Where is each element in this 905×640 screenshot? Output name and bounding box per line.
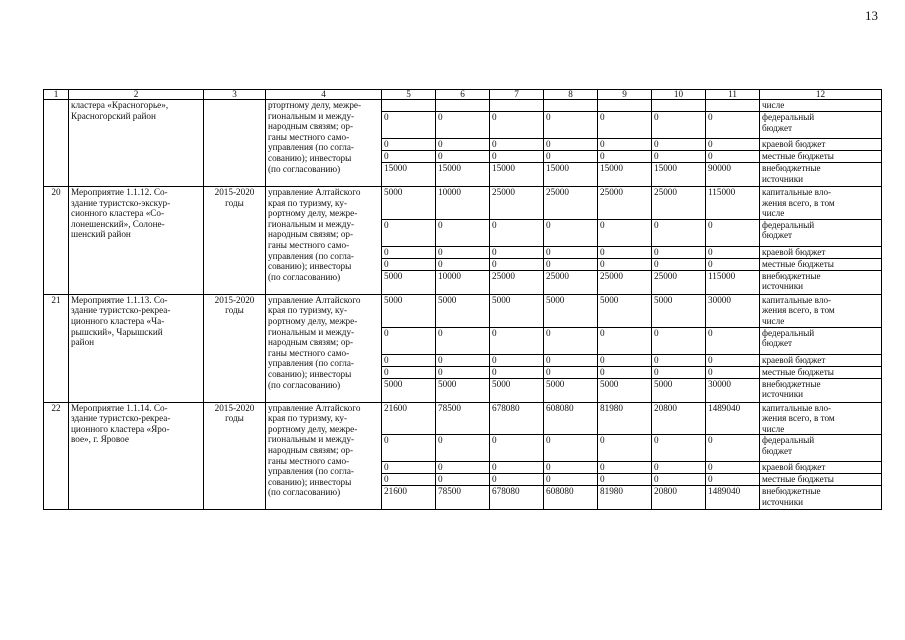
value-cell: 21600 xyxy=(382,486,436,510)
funding-source: краевой бюджет xyxy=(760,462,882,474)
value-cell: 1489040 xyxy=(706,402,760,435)
value-cell: 0 xyxy=(652,474,706,486)
header-cell: 6 xyxy=(436,90,490,100)
value-cell: 0 xyxy=(706,462,760,474)
value-cell: 5000 xyxy=(490,378,544,402)
value-cell: 0 xyxy=(490,139,544,151)
header-cell: 8 xyxy=(544,90,598,100)
activity-name: Мероприятие 1.1.14. Со- здание туристско-рекреа- ционного кластера «Яро- вое», г. Яровое xyxy=(69,402,204,510)
value-cell: 0 xyxy=(490,219,544,246)
funding-source: внебюджетные источники xyxy=(760,163,882,187)
implementation-years: 2015-2020 годы xyxy=(204,294,266,402)
value-cell: 15000 xyxy=(490,163,544,187)
value-cell: 15000 xyxy=(652,163,706,187)
value-cell: 0 xyxy=(490,151,544,163)
value-cell: 0 xyxy=(544,151,598,163)
value-cell: 0 xyxy=(652,151,706,163)
value-cell: 0 xyxy=(382,151,436,163)
value-cell: 0 xyxy=(490,474,544,486)
value-cell: 5000 xyxy=(382,378,436,402)
funding-source: федеральный бюджет xyxy=(760,435,882,462)
executor: управление Алтайского края по туризму, ку- рортному делу, межре- гиональным и между- народным связям; ор- ганы местного само- управления (по согла- сованию); инвесторы (по согласованию) xyxy=(266,187,382,295)
value-cell: 10000 xyxy=(436,270,490,294)
value-cell: 25000 xyxy=(544,187,598,220)
value-cell: 0 xyxy=(436,354,490,366)
value-cell: 0 xyxy=(652,366,706,378)
value-cell: 0 xyxy=(382,139,436,151)
value-cell: 0 xyxy=(382,327,436,354)
value-cell: 25000 xyxy=(490,270,544,294)
value-cell: 25000 xyxy=(544,270,598,294)
value-cell: 678080 xyxy=(490,402,544,435)
value-cell: 0 xyxy=(706,474,760,486)
value-cell: 0 xyxy=(382,474,436,486)
header-cell: 9 xyxy=(598,90,652,100)
value-cell: 5000 xyxy=(652,294,706,327)
value-cell: 21600 xyxy=(382,402,436,435)
value-cell: 15000 xyxy=(544,163,598,187)
value-cell: 0 xyxy=(652,219,706,246)
value-cell: 90000 xyxy=(706,163,760,187)
implementation-years xyxy=(204,100,266,187)
value-cell xyxy=(382,100,436,112)
header-cell: 11 xyxy=(706,90,760,100)
activity-name: кластера «Красногорье», Красногорский район xyxy=(69,100,204,187)
value-cell xyxy=(436,100,490,112)
value-cell: 10000 xyxy=(436,187,490,220)
value-cell: 30000 xyxy=(706,378,760,402)
value-cell: 25000 xyxy=(598,187,652,220)
funding-source: краевой бюджет xyxy=(760,139,882,151)
value-cell: 15000 xyxy=(436,163,490,187)
funding-source: местные бюджеты xyxy=(760,151,882,163)
table-row xyxy=(44,100,882,112)
funding-source: капитальные вло- жения всего, в том числе xyxy=(760,402,882,435)
value-cell: 0 xyxy=(652,112,706,139)
value-cell: 0 xyxy=(382,112,436,139)
value-cell: 0 xyxy=(652,354,706,366)
value-cell: 5000 xyxy=(544,294,598,327)
value-cell: 0 xyxy=(382,354,436,366)
value-cell: 15000 xyxy=(598,163,652,187)
value-cell: 5000 xyxy=(382,294,436,327)
value-cell: 0 xyxy=(436,258,490,270)
header-row xyxy=(44,90,882,100)
header-cell: 2 xyxy=(69,90,204,100)
value-cell: 0 xyxy=(598,327,652,354)
value-cell: 0 xyxy=(544,112,598,139)
value-cell: 0 xyxy=(544,366,598,378)
header-cell: 4 xyxy=(266,90,382,100)
table-row xyxy=(44,402,882,435)
value-cell: 0 xyxy=(490,327,544,354)
value-cell: 15000 xyxy=(382,163,436,187)
value-cell: 0 xyxy=(598,112,652,139)
activity-name: Мероприятие 1.1.12. Со- здание туристско-экскур- сионного кластера «Со- лонешенский», Солоне- шенский район xyxy=(69,187,204,295)
header-cell: 10 xyxy=(652,90,706,100)
value-cell xyxy=(598,100,652,112)
value-cell: 0 xyxy=(490,435,544,462)
executor: управление Алтайского края по туризму, ку- рортному делу, межре- гиональным и между- народным связям; ор- ганы местного само- управления (по согла- сованию); инвесторы (по согласованию) xyxy=(266,294,382,402)
value-cell: 678080 xyxy=(490,486,544,510)
program-table xyxy=(43,89,882,510)
funding-source: числе xyxy=(760,100,882,112)
value-cell: 0 xyxy=(652,246,706,258)
value-cell: 0 xyxy=(436,151,490,163)
value-cell: 0 xyxy=(490,354,544,366)
row-number: 22 xyxy=(44,402,69,510)
value-cell: 81980 xyxy=(598,486,652,510)
value-cell: 25000 xyxy=(652,187,706,220)
value-cell: 0 xyxy=(544,258,598,270)
value-cell: 5000 xyxy=(652,378,706,402)
value-cell: 0 xyxy=(706,327,760,354)
value-cell: 608080 xyxy=(544,486,598,510)
value-cell xyxy=(544,100,598,112)
value-cell: 115000 xyxy=(706,187,760,220)
funding-source: федеральный бюджет xyxy=(760,219,882,246)
value-cell: 0 xyxy=(382,246,436,258)
value-cell: 0 xyxy=(598,151,652,163)
funding-source: местные бюджеты xyxy=(760,366,882,378)
funding-source: местные бюджеты xyxy=(760,258,882,270)
executor: управление Алтайского края по туризму, ку- рортному делу, межре- гиональным и между- народным связям; ор- ганы местного само- управления (по согла- сованию); инвесторы (по согласованию) xyxy=(266,402,382,510)
value-cell: 0 xyxy=(706,151,760,163)
value-cell: 0 xyxy=(544,327,598,354)
value-cell: 20800 xyxy=(652,402,706,435)
value-cell: 0 xyxy=(652,139,706,151)
implementation-years: 2015-2020 годы xyxy=(204,187,266,295)
value-cell: 0 xyxy=(490,112,544,139)
value-cell: 0 xyxy=(652,462,706,474)
value-cell: 20800 xyxy=(652,486,706,510)
value-cell: 30000 xyxy=(706,294,760,327)
value-cell: 115000 xyxy=(706,270,760,294)
funding-source: местные бюджеты xyxy=(760,474,882,486)
value-cell: 0 xyxy=(382,462,436,474)
value-cell: 0 xyxy=(436,219,490,246)
value-cell: 0 xyxy=(598,474,652,486)
value-cell: 5000 xyxy=(382,187,436,220)
row-number: 20 xyxy=(44,187,69,295)
value-cell: 0 xyxy=(436,246,490,258)
implementation-years: 2015-2020 годы xyxy=(204,402,266,510)
value-cell: 0 xyxy=(598,258,652,270)
value-cell: 0 xyxy=(706,246,760,258)
value-cell: 5000 xyxy=(490,294,544,327)
value-cell: 0 xyxy=(598,219,652,246)
header-cell: 7 xyxy=(490,90,544,100)
value-cell: 0 xyxy=(382,435,436,462)
value-cell: 0 xyxy=(382,366,436,378)
value-cell: 0 xyxy=(544,139,598,151)
funding-source: внебюджетные источники xyxy=(760,378,882,402)
value-cell: 0 xyxy=(706,139,760,151)
value-cell: 0 xyxy=(490,258,544,270)
header-cell: 12 xyxy=(760,90,882,100)
value-cell: 25000 xyxy=(598,270,652,294)
value-cell: 0 xyxy=(382,219,436,246)
value-cell: 0 xyxy=(436,139,490,151)
value-cell: 0 xyxy=(706,354,760,366)
value-cell: 0 xyxy=(436,435,490,462)
executor: ртортному делу, межре- гиональным и между- народным связям; ор- ганы местного само- управления (по согла- сованию); инвесторы (по согласованию) xyxy=(266,100,382,187)
value-cell: 0 xyxy=(490,246,544,258)
value-cell: 0 xyxy=(490,366,544,378)
funding-source: федеральный бюджет xyxy=(760,327,882,354)
value-cell: 1489040 xyxy=(706,486,760,510)
value-cell: 0 xyxy=(544,246,598,258)
value-cell: 0 xyxy=(598,354,652,366)
value-cell: 0 xyxy=(652,327,706,354)
value-cell: 25000 xyxy=(652,270,706,294)
value-cell: 0 xyxy=(382,258,436,270)
value-cell: 0 xyxy=(598,462,652,474)
value-cell: 0 xyxy=(652,435,706,462)
value-cell: 0 xyxy=(598,435,652,462)
value-cell: 0 xyxy=(706,435,760,462)
value-cell: 25000 xyxy=(490,187,544,220)
row-number xyxy=(44,100,69,187)
value-cell: 0 xyxy=(544,354,598,366)
value-cell: 0 xyxy=(544,435,598,462)
funding-source: внебюджетные источники xyxy=(760,486,882,510)
row-number: 21 xyxy=(44,294,69,402)
value-cell: 5000 xyxy=(436,378,490,402)
value-cell: 0 xyxy=(544,474,598,486)
value-cell: 0 xyxy=(490,462,544,474)
value-cell: 0 xyxy=(436,462,490,474)
value-cell: 0 xyxy=(436,112,490,139)
value-cell: 78500 xyxy=(436,402,490,435)
value-cell: 0 xyxy=(598,139,652,151)
value-cell: 608080 xyxy=(544,402,598,435)
value-cell: 78500 xyxy=(436,486,490,510)
funding-source: краевой бюджет xyxy=(760,246,882,258)
value-cell: 5000 xyxy=(544,378,598,402)
table-row xyxy=(44,187,882,220)
value-cell: 0 xyxy=(598,366,652,378)
header-cell: 1 xyxy=(44,90,69,100)
value-cell: 0 xyxy=(598,246,652,258)
value-cell: 5000 xyxy=(598,378,652,402)
header-cell: 5 xyxy=(382,90,436,100)
value-cell: 0 xyxy=(436,474,490,486)
value-cell: 0 xyxy=(706,258,760,270)
activity-name: Мероприятие 1.1.13. Со- здание туристско-рекреа- ционного кластера «Ча- рышский», Чарышский район xyxy=(69,294,204,402)
table-row xyxy=(44,294,882,327)
value-cell xyxy=(490,100,544,112)
value-cell: 0 xyxy=(706,366,760,378)
page-number: 13 xyxy=(865,8,878,23)
value-cell: 0 xyxy=(652,258,706,270)
value-cell: 0 xyxy=(544,462,598,474)
funding-source: внебюджетные источники xyxy=(760,270,882,294)
value-cell: 0 xyxy=(436,327,490,354)
funding-source: федеральный бюджет xyxy=(760,112,882,139)
value-cell: 0 xyxy=(436,366,490,378)
value-cell: 5000 xyxy=(436,294,490,327)
value-cell xyxy=(652,100,706,112)
value-cell: 81980 xyxy=(598,402,652,435)
value-cell: 0 xyxy=(706,219,760,246)
value-cell: 0 xyxy=(544,219,598,246)
header-cell: 3 xyxy=(204,90,266,100)
funding-source: капитальные вло- жения всего, в том числе xyxy=(760,294,882,327)
value-cell: 5000 xyxy=(382,270,436,294)
funding-source: краевой бюджет xyxy=(760,354,882,366)
value-cell xyxy=(706,100,760,112)
value-cell: 0 xyxy=(706,112,760,139)
funding-source: капитальные вло- жения всего, в том числе xyxy=(760,187,882,220)
value-cell: 5000 xyxy=(598,294,652,327)
